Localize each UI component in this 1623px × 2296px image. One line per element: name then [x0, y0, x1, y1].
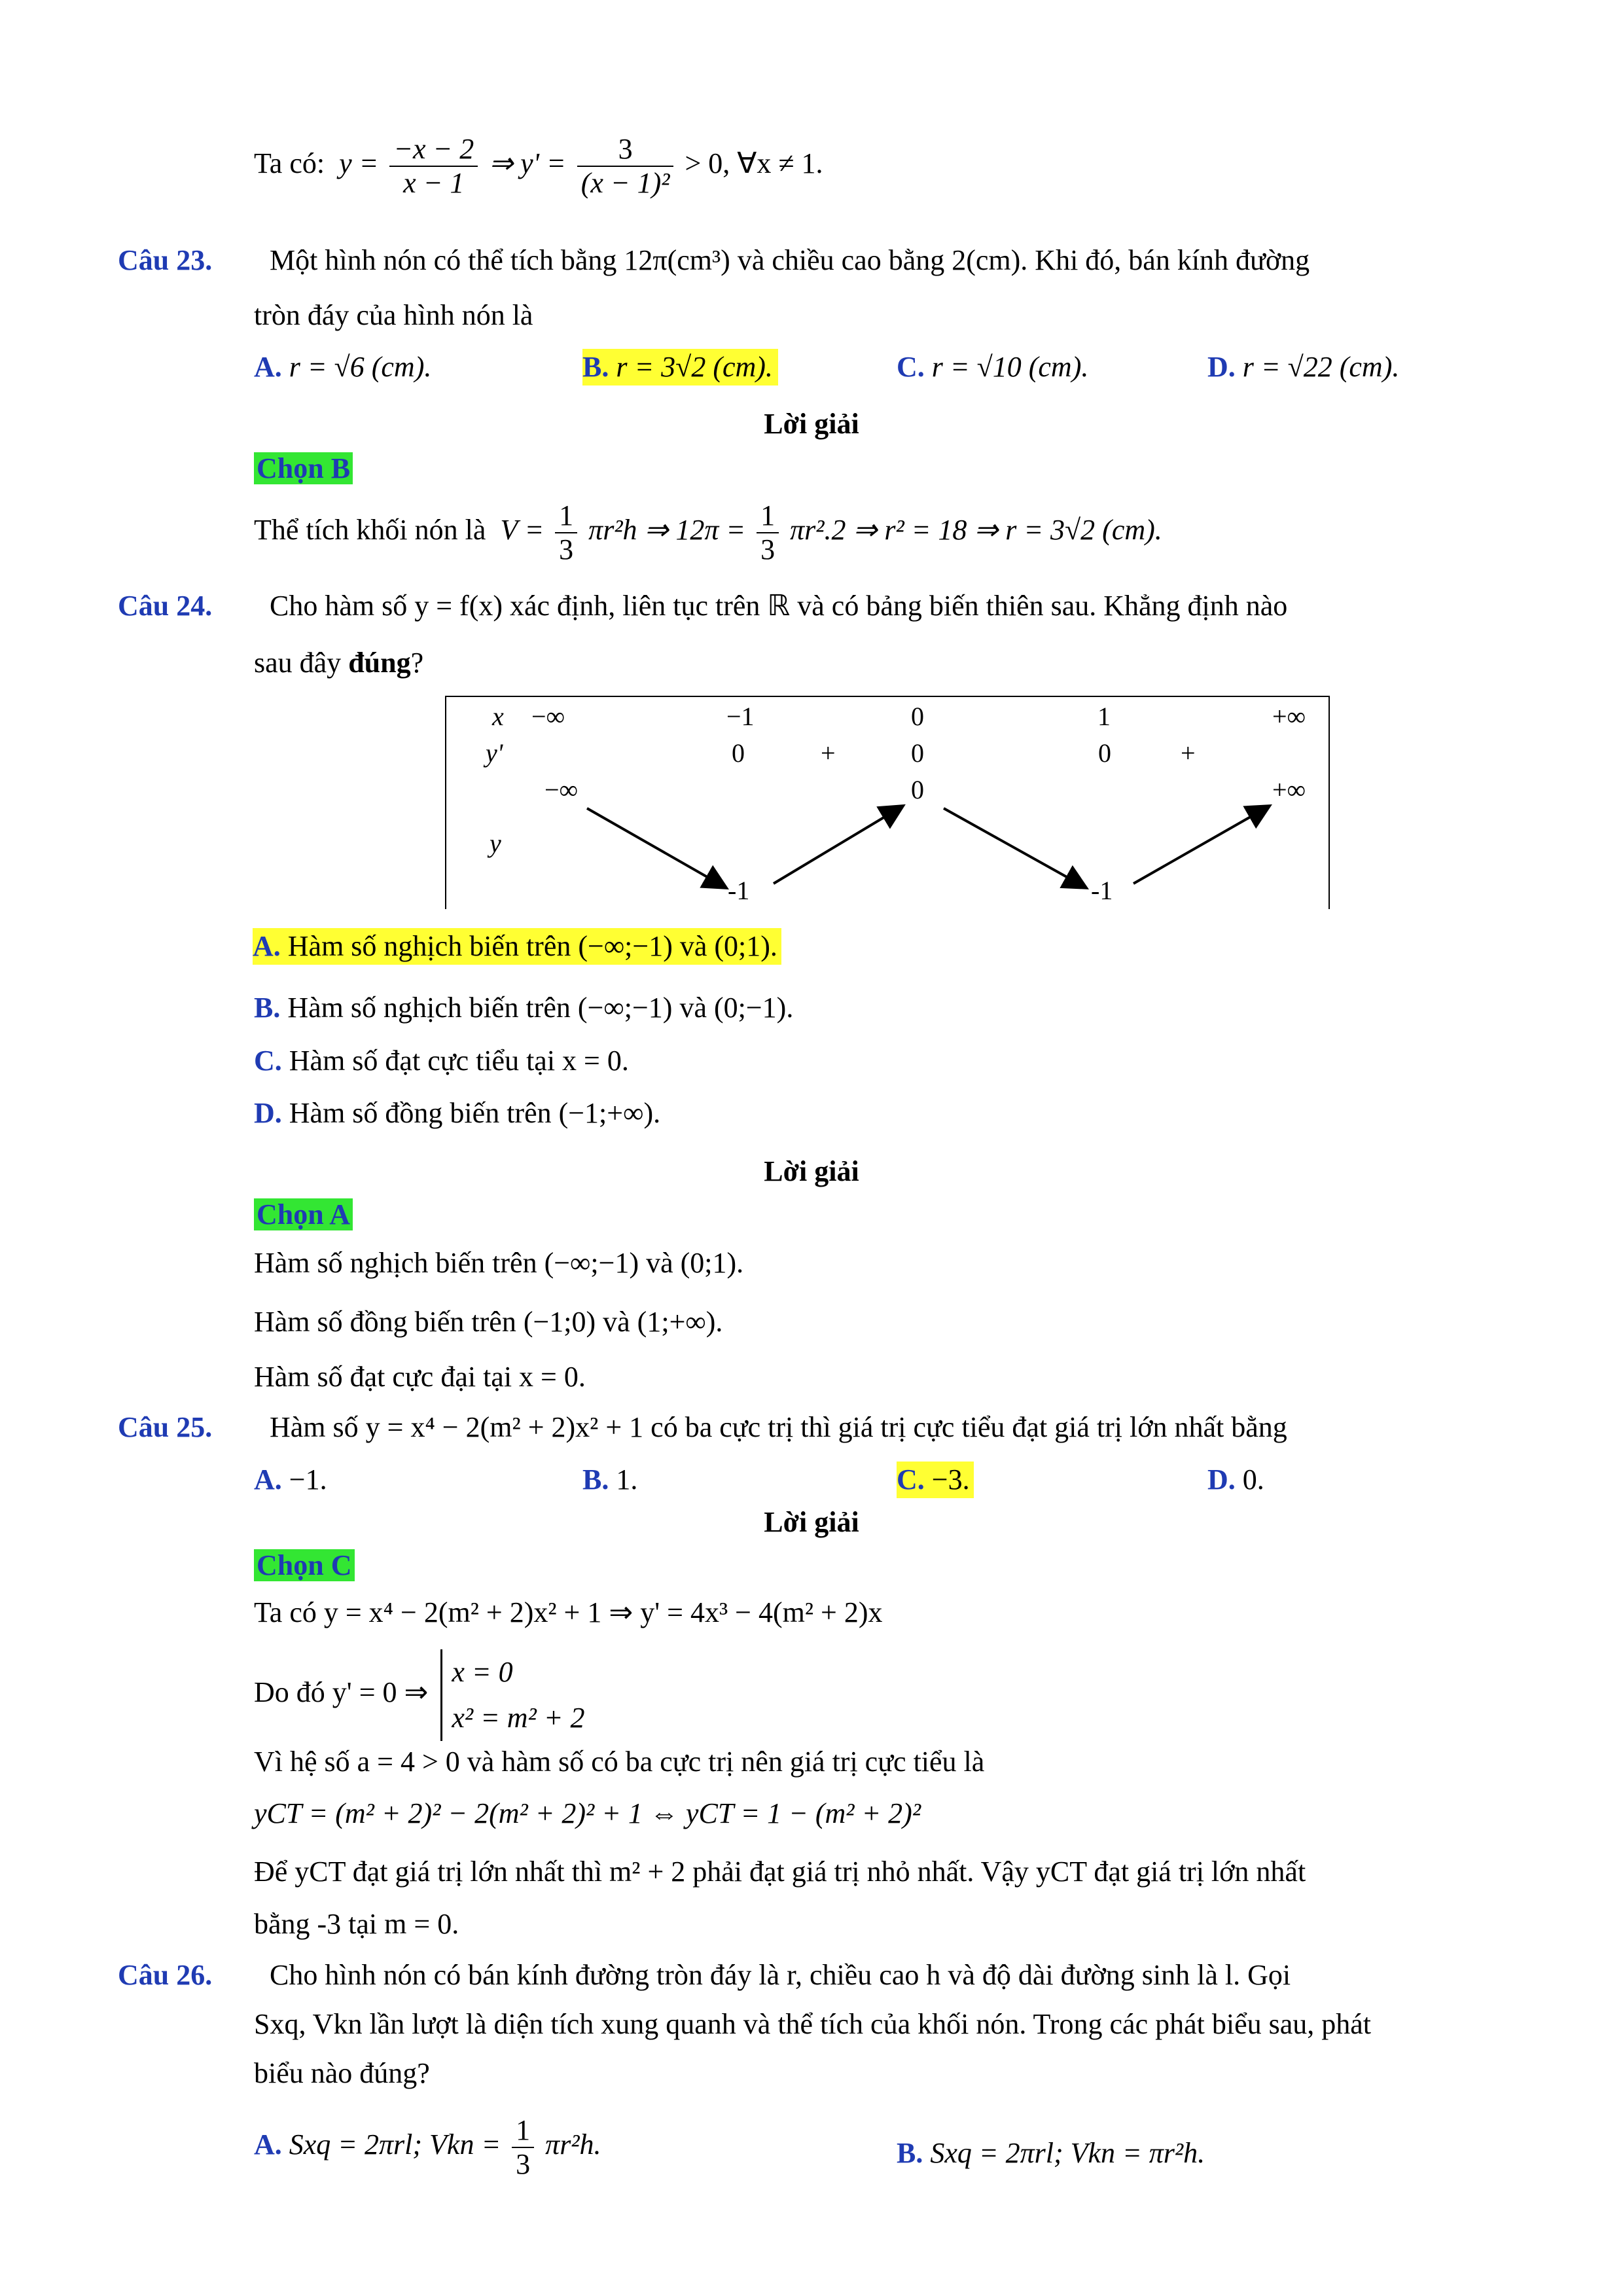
q23-choice: Chọn B — [254, 450, 353, 487]
table-y-val-0: −∞ — [544, 775, 579, 804]
q25-solution-1: Ta có y = x⁴ − 2(m² + 2)x² + 1 ⇒ y' = 4x³ − 4(m² + 2)x — [254, 1596, 883, 1628]
q25-solution-5: Để yCT đạt giá trị lớn nhất thì m² + 2 phải đạt giá trị nhỏ nhất. Vậy yCT đạt giá trị lớn nhất — [254, 1856, 1306, 1888]
q25-choice: Chọn C — [254, 1547, 355, 1584]
q24-option-d: D. Hàm số đồng biến trên (−1;+∞). — [254, 1097, 661, 1129]
q24-solution-3: Hàm số đạt cực đại tại x = 0. — [254, 1361, 586, 1393]
table-yp-val-0: 0 — [732, 738, 745, 768]
q23-option-b: B. r = 3√2 (cm). — [582, 349, 778, 386]
table-x-val-3: 1 — [1097, 702, 1111, 731]
question-25-label: Câu 25. — [118, 1411, 213, 1443]
question-26-label: Câu 26. — [118, 1959, 213, 1991]
question-25-text-1: Hàm số y = x⁴ − 2(m² + 2)x² + 1 có ba cực trị thì giá trị cực tiểu đạt giá trị lớn nhất bằng — [270, 1411, 1287, 1443]
q24-choice: Chọn A — [254, 1196, 353, 1233]
q25-option-c: C. −3. — [897, 1462, 974, 1498]
table-x-val-4: +∞ — [1272, 702, 1306, 731]
q25-option-b: B. 1. — [582, 1463, 638, 1496]
arrow-up-1 — [774, 807, 901, 884]
table-y-val-1: 0 — [911, 775, 924, 804]
q24-option-b: B. Hàm số nghịch biến trên (−∞;−1) và (0;−1). — [254, 992, 794, 1024]
table-y-val-2: +∞ — [1272, 775, 1306, 804]
question-24-text-1: Cho hàm số y = f(x) xác định, liên tục trên ℝ và có bảng biến thiên sau. Khẳng định nào — [270, 590, 1288, 622]
table-x-val-2: 0 — [911, 702, 924, 731]
table-yp-val-3: 0 — [1098, 738, 1111, 768]
q26-option-b: B. Sxq = 2πrl; Vkn = πr²h. — [897, 2137, 1205, 2169]
q23-option-a: A. r = √6 (cm). — [254, 351, 432, 383]
table-yp-val-1: + — [821, 738, 836, 768]
question-23-text-1: Một hình nón có thể tích bằng 12π(cm³) và chiều cao bằng 2(cm). Khi đó, bán kính đường — [270, 244, 1310, 276]
fraction-y-prime: $\frac{3}{\text{(x − 1)²}}$ — [577, 133, 674, 200]
table-yp-val-2: 0 — [911, 738, 924, 768]
intro-derivative-line: Ta có: y = $\frac{-x - 2}{x - 1}$ ⇒ y' = $\frac{3}{\text{(x − 1)²}}$ > 0, ∀x ≠ 1. — [254, 133, 823, 199]
table-y-val-3: -1 — [728, 876, 750, 905]
q23-option-d: D. r = √22 (cm). — [1207, 351, 1400, 383]
q23-solution-title: Lời giải — [764, 408, 859, 440]
table-yp-val-4: + — [1181, 738, 1196, 768]
q23-solution-line: Thể tích khối nón là V = $\frac{1}{3}$ πr²h ⇒ 12π = $\frac{1}{3}$ πr².2 ⇒ r² = 18 ⇒ r = 3√2 (cm). — [254, 499, 1162, 565]
q23-option-c: C. r = √10 (cm). — [897, 351, 1089, 383]
question-23-label: Câu 23. — [118, 244, 213, 276]
q25-solution-6: bằng -3 tại m = 0. — [254, 1908, 459, 1940]
q24-solution-1: Hàm số nghịch biến trên (−∞;−1) và (0;1). — [254, 1247, 744, 1279]
q25-solution-title: Lời giải — [764, 1506, 859, 1538]
question-26-text-3: biểu nào đúng? — [254, 2057, 430, 2089]
table-arrows — [446, 697, 1330, 910]
table-yp-label: y' — [486, 738, 503, 768]
equation-system: x = 0 x² = m² + 2 — [440, 1649, 584, 1741]
q25-solution-2: Do đó y' = 0 ⇒ x = 0 x² = m² + 2 — [254, 1649, 584, 1741]
q24-solution-title: Lời giải — [764, 1155, 859, 1187]
table-x-val-0: −∞ — [531, 702, 565, 731]
intro-prefix: Ta có: — [254, 147, 325, 180]
intro-tail: > 0, ∀x ≠ 1. — [685, 147, 823, 180]
variation-table — [445, 696, 1330, 909]
q26-option-a: A. Sxq = 2πrl; Vkn = $\frac{1}{3}$ πr²h. — [254, 2114, 601, 2180]
arrow-down-1 — [587, 808, 724, 887]
arrow-down-2 — [944, 808, 1084, 887]
q24-solution-2: Hàm số đồng biến trên (−1;0) và (1;+∞). — [254, 1306, 723, 1338]
table-y-label: y — [490, 829, 501, 858]
question-24-text-2: sau đây đúng? — [254, 647, 424, 679]
q25-solution-4: yCT = (m² + 2)² − 2(m² + 2)² + 1 ⇔ yCT = 1 − (m² + 2)² — [254, 1797, 921, 1829]
question-26-text-1: Cho hình nón có bán kính đường tròn đáy là r, chiều cao h và độ dài đường sinh là l. Gọi — [270, 1959, 1291, 1991]
arrow-up-2 — [1133, 807, 1268, 884]
q25-option-d: D. 0. — [1207, 1463, 1264, 1496]
q24-option-c: C. Hàm số đạt cực tiểu tại x = 0. — [254, 1045, 629, 1077]
table-x-val-1: −1 — [726, 702, 755, 731]
question-23-text-2: tròn đáy của hình nón là — [254, 299, 533, 331]
q24-option-a: A. Hàm số nghịch biến trên (−∞;−1) và (0;1). — [253, 928, 781, 965]
table-y-val-4: -1 — [1091, 876, 1113, 905]
question-24-label: Câu 24. — [118, 590, 213, 622]
q25-solution-3: Vì hệ số a = 4 > 0 và hàm số có ba cực trị nên giá trị cực tiểu là — [254, 1746, 985, 1778]
question-26-text-2: Sxq, Vkn lần lượt là diện tích xung quanh và thể tích của khối nón. Trong các phát biểu sau, phát — [254, 2008, 1372, 2040]
fraction-y: $\frac{-x - 2}{x - 1}$ — [389, 133, 478, 200]
q25-option-a: A. −1. — [254, 1463, 327, 1496]
table-x-label: x — [492, 702, 504, 731]
